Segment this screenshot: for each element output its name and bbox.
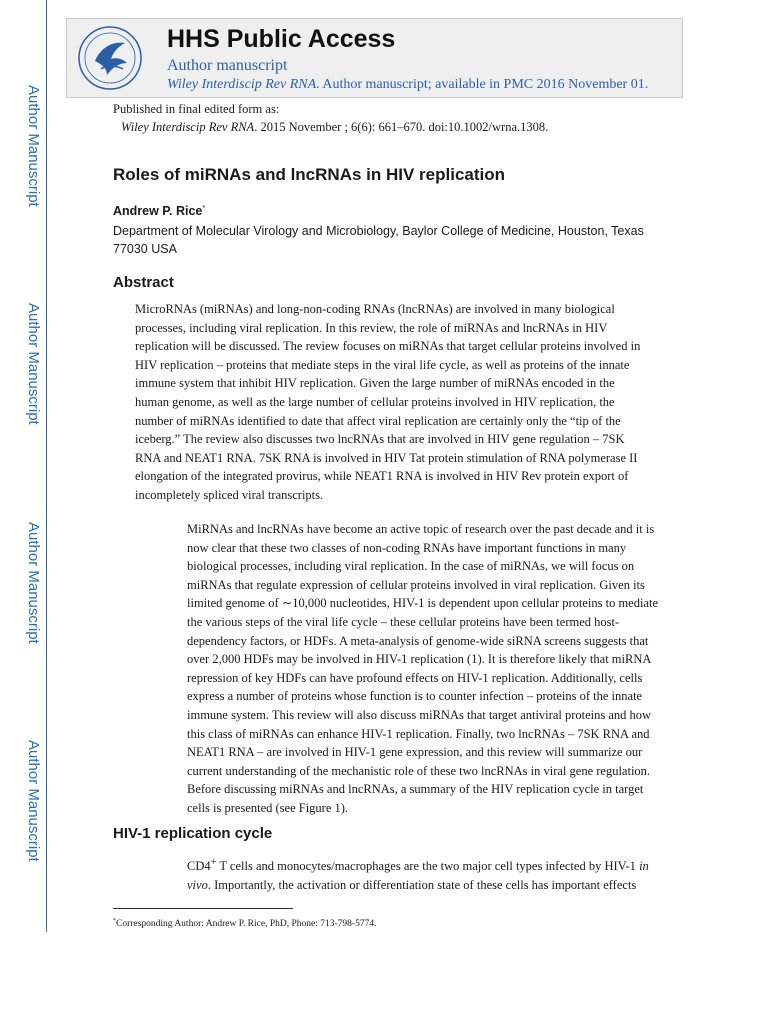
section-text-end: . Importantly, the activation or differentiation state of these cells has important effects xyxy=(207,877,637,892)
publication-details: . 2015 November ; 6(6): 661–670. doi:10.1002/wrna.1308. xyxy=(254,120,549,134)
section-text-main: T cells and monocytes/macrophages are the two major cell types infected by HIV-1 xyxy=(216,859,640,874)
footnote-divider xyxy=(113,908,293,909)
section-heading-replication-cycle: HIV-1 replication cycle xyxy=(113,825,273,842)
header-journal-name: Wiley Interdiscip Rev RNA xyxy=(167,77,317,92)
author-affiliation: Department of Molecular Virology and Microbiology, Baylor College of Medicine, Houston, Texas 77030 USA xyxy=(113,224,644,256)
hhs-eagle-seal-icon xyxy=(77,25,143,91)
author-footnote-mark: * xyxy=(202,204,206,212)
section-text-italic: in vivo xyxy=(187,859,649,892)
author-line xyxy=(113,204,205,218)
side-label-author-manuscript: Author Manuscript xyxy=(25,85,42,207)
footnote-text: Corresponding Author: Andrew P. Rice, PhD, Phone: 713-798-5774. xyxy=(116,919,377,930)
side-label-author-manuscript: Author Manuscript xyxy=(25,740,42,862)
publication-label: Published in final edited form as: xyxy=(113,102,280,116)
abstract-text: MicroRNAs (miRNAs) and long-non-coding RNAs (lncRNAs) are involved in many biological processes, including viral replication. In this review, the role of miRNAs and lncRNAs in HIV replication will be discussed. The review focuses on miRNAs that target cellular proteins involved in HIV replication – proteins that mediate steps in the viral life cycle, as well as proteins of the innate immune system that inhibit HIV replication. Given the large number of miRNAs encoded in the human genome, as well as the large number of cellular proteins involved in HIV replication, the number of miRNAs identified to date that affect viral replication are certainly only the “tip of the iceberg.” The review also discusses two lncRNAs that are involved in HIV gene regulation – 7SK RNA and NEAT1 RNA. 7SK RNA is involved in HIV Tat protein stimulation of RNA polymerase II elongation of the integrated provirus, while NEAT1 RNA is involved in HIV Rev protein export of incompletely spliced viral transcripts. xyxy=(135,302,641,502)
introduction-paragraph: MiRNAs and lncRNAs have become an active topic of research over the past decade and it is now clear that these two classes of non-coding RNAs have important functions in many biological processes, including viral replication. In the case of miRNAs, we will focus on miRNAs that regulate expression of cellular proteins involved in viral replication. Given its limited genome of ∼10,000 nucleotides, HIV-1 is dependent upon cellular proteins to mediate the various steps of the viral life cycle – these cellular proteins have been termed host-dependency factors, or HDFs. A meta-analysis of genome-wide siRNA screens suggests that over 2,000 HDFs may be involved in HIV-1 replication (1). It is therefore likely that miRNA repression of key HDFs can have profound effects on HIV-1 replication. Additionally, cells express a number of proteins whose function is to counter infection – proteins of the innate immune system. This review will also discuss miRNAs that target antiviral proteins and how this class of miRNAs can enhance HIV-1 replication. Finally, two lncRNAs – 7SK RNA and NEAT1 RNA – are involved in HIV-1 gene expression, and this review will summarize our current understanding of the mechanistic role of these two lncRNAs in viral gene regulation. Before discussing miRNAs and lncRNAs, a summary of the HIV replication cycle in target cells is presented (see Figure 1). xyxy=(187,522,659,815)
side-label-author-manuscript: Author Manuscript xyxy=(25,303,42,425)
author-name: Andrew P. Rice xyxy=(113,204,203,218)
hhs-header xyxy=(66,18,683,98)
header-title: HHS Public Access xyxy=(167,25,396,53)
side-label-author-manuscript: Author Manuscript xyxy=(25,522,42,644)
section-text-cd4: CD4 xyxy=(187,859,211,874)
header-availability: . Author manuscript; available in PMC 2016 November 01. xyxy=(316,77,649,92)
abstract-heading: Abstract xyxy=(113,274,174,291)
publication-info xyxy=(113,100,713,136)
author-manuscript-rail xyxy=(0,0,47,932)
footnote-mark: * xyxy=(113,918,116,924)
footnote xyxy=(113,918,376,929)
header-subtitle: Author manuscript xyxy=(167,57,288,74)
article-title: Roles of miRNAs and lncRNAs in HIV replication xyxy=(113,165,506,184)
header-journal-line xyxy=(167,77,677,93)
section-paragraph xyxy=(187,854,662,894)
publication-journal: Wiley Interdiscip Rev RNA xyxy=(121,120,255,134)
publication-citation xyxy=(113,118,713,136)
section-text-superscript: + xyxy=(210,857,217,868)
